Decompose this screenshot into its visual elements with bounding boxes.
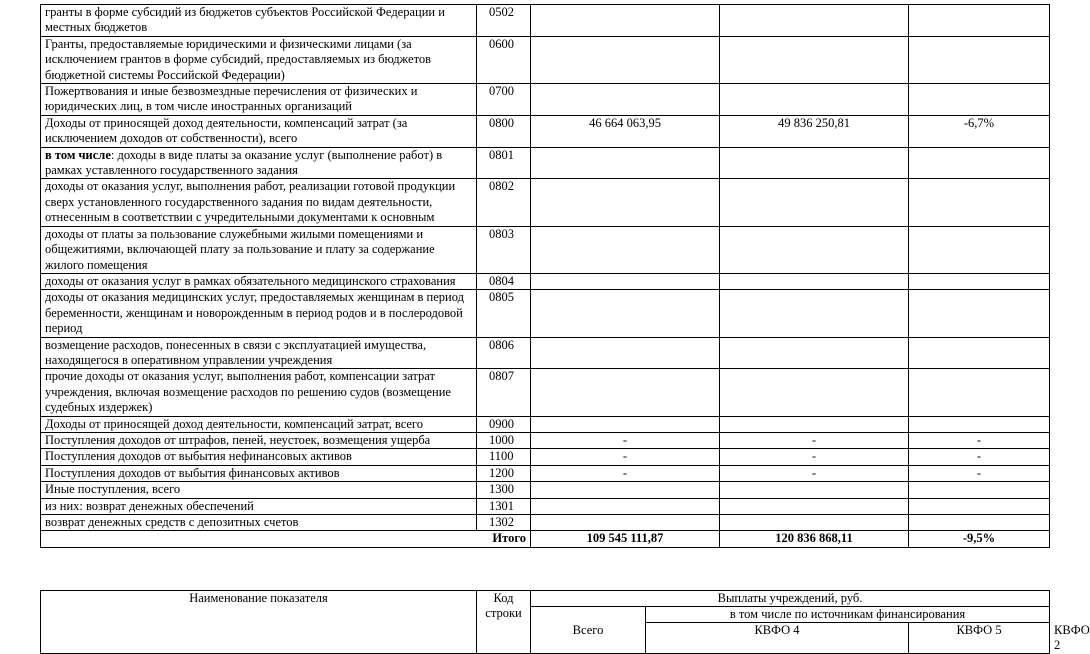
row-percent [909, 84, 1050, 116]
table-row [41, 369, 1050, 416]
table-row [41, 416, 1050, 432]
table-row [41, 115, 1050, 147]
row-kvfo5 [720, 290, 909, 337]
row-kvfo5: - [720, 432, 909, 448]
row-total [531, 5, 720, 37]
table-row [41, 226, 1050, 273]
row-total [531, 290, 720, 337]
table-row [41, 449, 1050, 465]
row-total: - [531, 432, 720, 448]
table-row [41, 147, 1050, 179]
kvfo4-header: КВФО 4 [646, 623, 909, 654]
table-row [41, 36, 1050, 83]
row-name-text: : доходы в виде платы за оказание услуг (выполнение работ) в рамках уставленного государственного задания [45, 147, 443, 178]
row-kvfo5 [720, 179, 909, 226]
row-code: 1302 [477, 515, 531, 531]
row-percent [909, 290, 1050, 337]
row-name: Иные поступления, всего [41, 482, 477, 498]
row-kvfo5 [720, 36, 909, 83]
row-kvfo5: 49 836 250,81 [720, 115, 909, 147]
row-kvfo5 [720, 226, 909, 273]
row-name: возмещение расходов, понесенных в связи с эксплуатацией имущества, находящегося в оперативном управлении учреждения [41, 337, 477, 369]
row-kvfo5 [720, 515, 909, 531]
row-name: прочие доходы от оказания услуг, выполнения работ, компенсации затрат учреждения, включая возмещение расходов по решению судов (возмещение судебных издержек) [41, 369, 477, 416]
row-percent [909, 36, 1050, 83]
row-percent: - [909, 432, 1050, 448]
row-code: 1300 [477, 482, 531, 498]
row-percent [909, 369, 1050, 416]
row-percent [909, 337, 1050, 369]
row-name-lead: в том числе [45, 147, 111, 162]
row-kvfo5: - [720, 465, 909, 481]
row-name: Доходы от приносящей доход деятельности, компенсаций затрат, всего [41, 416, 477, 432]
row-percent [909, 147, 1050, 179]
row-total [531, 36, 720, 83]
row-name: возврат денежных средств с депозитных счетов [41, 515, 477, 531]
row-percent [909, 416, 1050, 432]
row-code: 0700 [477, 84, 531, 116]
row-total [531, 337, 720, 369]
row-percent: - [909, 465, 1050, 481]
payments-header-table: Наименование показателя Код строки Выплаты учреждений, руб. Всего в том числе по источникам финансирования КВФО 4 КВФО 5 КВФО 2 [40, 590, 1050, 654]
row-name: из них: возврат денежных обеспечений [41, 498, 477, 514]
total-label: Итого [41, 531, 531, 547]
row-total [531, 147, 720, 179]
row-code: 1100 [477, 449, 531, 465]
row-percent [909, 515, 1050, 531]
row-name: гранты в форме субсидий из бюджетов субъектов Российской Федерации и местных бюджетов [41, 5, 477, 37]
table-row [41, 5, 1050, 37]
table-row [41, 432, 1050, 448]
row-total [531, 273, 720, 289]
kvfo5-header: КВФО 5 [909, 623, 1050, 654]
row-percent [909, 5, 1050, 37]
row-code: 0803 [477, 226, 531, 273]
row-code: 1200 [477, 465, 531, 481]
table-row [41, 498, 1050, 514]
row-percent [909, 179, 1050, 226]
row-total [531, 226, 720, 273]
row-kvfo5 [720, 498, 909, 514]
total-header: Всего [531, 607, 646, 654]
row-name: Доходы от приносящей доход деятельности, компенсаций затрат (за исключением доходов от собственности), всего [41, 115, 477, 147]
row-code: 0600 [477, 36, 531, 83]
row-name [41, 147, 477, 179]
total-percent: -9,5% [909, 531, 1050, 547]
row-code: 1301 [477, 498, 531, 514]
payments-header: Выплаты учреждений, руб. [531, 591, 1050, 607]
row-code: 0801 [477, 147, 531, 179]
row-name: доходы от оказания услуг, выполнения работ, реализации готовой продукции сверх установленного государственного задания по видам деятельности, отнесенным в соответствии с учредительными документами к основным [41, 179, 477, 226]
table-row [41, 290, 1050, 337]
row-kvfo5 [720, 369, 909, 416]
row-code: 0502 [477, 5, 531, 37]
income-table [40, 4, 1050, 548]
table-row [41, 179, 1050, 226]
row-kvfo5 [720, 5, 909, 37]
row-total [531, 498, 720, 514]
row-kvfo5 [720, 416, 909, 432]
row-name: Гранты, предоставляемые юридическими и физическими лицами (за исключением грантов в форме субсидий, предоставляемых из бюджетов бюджетной системы Российской Федерации) [41, 36, 477, 83]
row-total [531, 179, 720, 226]
total-row [41, 531, 1050, 547]
total-sum: 109 545 111,87 [531, 531, 720, 547]
indicator-name-header: Наименование показателя [41, 591, 477, 654]
row-kvfo5 [720, 482, 909, 498]
row-percent: - [909, 449, 1050, 465]
row-total [531, 369, 720, 416]
row-name: доходы от платы за пользование служебными жилыми помещениями и общежитиями, включающей плату за пользование и плату за содержание жилого помещения [41, 226, 477, 273]
row-percent [909, 498, 1050, 514]
row-total [531, 84, 720, 116]
row-code: 0804 [477, 273, 531, 289]
row-code: 0806 [477, 337, 531, 369]
row-kvfo5 [720, 84, 909, 116]
row-name: Поступления доходов от выбытия финансовых активов [41, 465, 477, 481]
row-percent [909, 273, 1050, 289]
row-kvfo5: - [720, 449, 909, 465]
total-kvfo5: 120 836 868,11 [720, 531, 909, 547]
row-code: 1000 [477, 432, 531, 448]
row-code-header: Код строки [477, 591, 531, 654]
row-kvfo5 [720, 147, 909, 179]
row-name: доходы от оказания медицинских услуг, предоставляемых женщинам в период беременности, женщинам и новорожденным в период родов и в послеродовой период [41, 290, 477, 337]
row-kvfo5 [720, 337, 909, 369]
table-row [41, 337, 1050, 369]
row-total: - [531, 449, 720, 465]
row-total [531, 515, 720, 531]
row-code: 0802 [477, 179, 531, 226]
row-code: 0800 [477, 115, 531, 147]
row-code: 0807 [477, 369, 531, 416]
row-total [531, 416, 720, 432]
table-row [41, 465, 1050, 481]
row-total: 46 664 063,95 [531, 115, 720, 147]
row-name: доходы от оказания услуг в рамках обязательного медицинского страхования [41, 273, 477, 289]
row-kvfo5 [720, 273, 909, 289]
table-row [41, 515, 1050, 531]
row-percent [909, 482, 1050, 498]
table-row [41, 273, 1050, 289]
row-name: Пожертвования и иные безвозмездные перечисления от физических и юридических лиц, в том числе иностранных организаций [41, 84, 477, 116]
row-code: 0805 [477, 290, 531, 337]
row-total: - [531, 465, 720, 481]
sources-header: в том числе по источникам финансирования [646, 607, 1050, 623]
row-name: Поступления доходов от штрафов, пеней, неустоек, возмещения ущерба [41, 432, 477, 448]
row-percent [909, 226, 1050, 273]
table-row [41, 482, 1050, 498]
row-total [531, 482, 720, 498]
table-row [41, 84, 1050, 116]
row-code: 0900 [477, 416, 531, 432]
row-name: Поступления доходов от выбытия нефинансовых активов [41, 449, 477, 465]
row-percent: -6,7% [909, 115, 1050, 147]
